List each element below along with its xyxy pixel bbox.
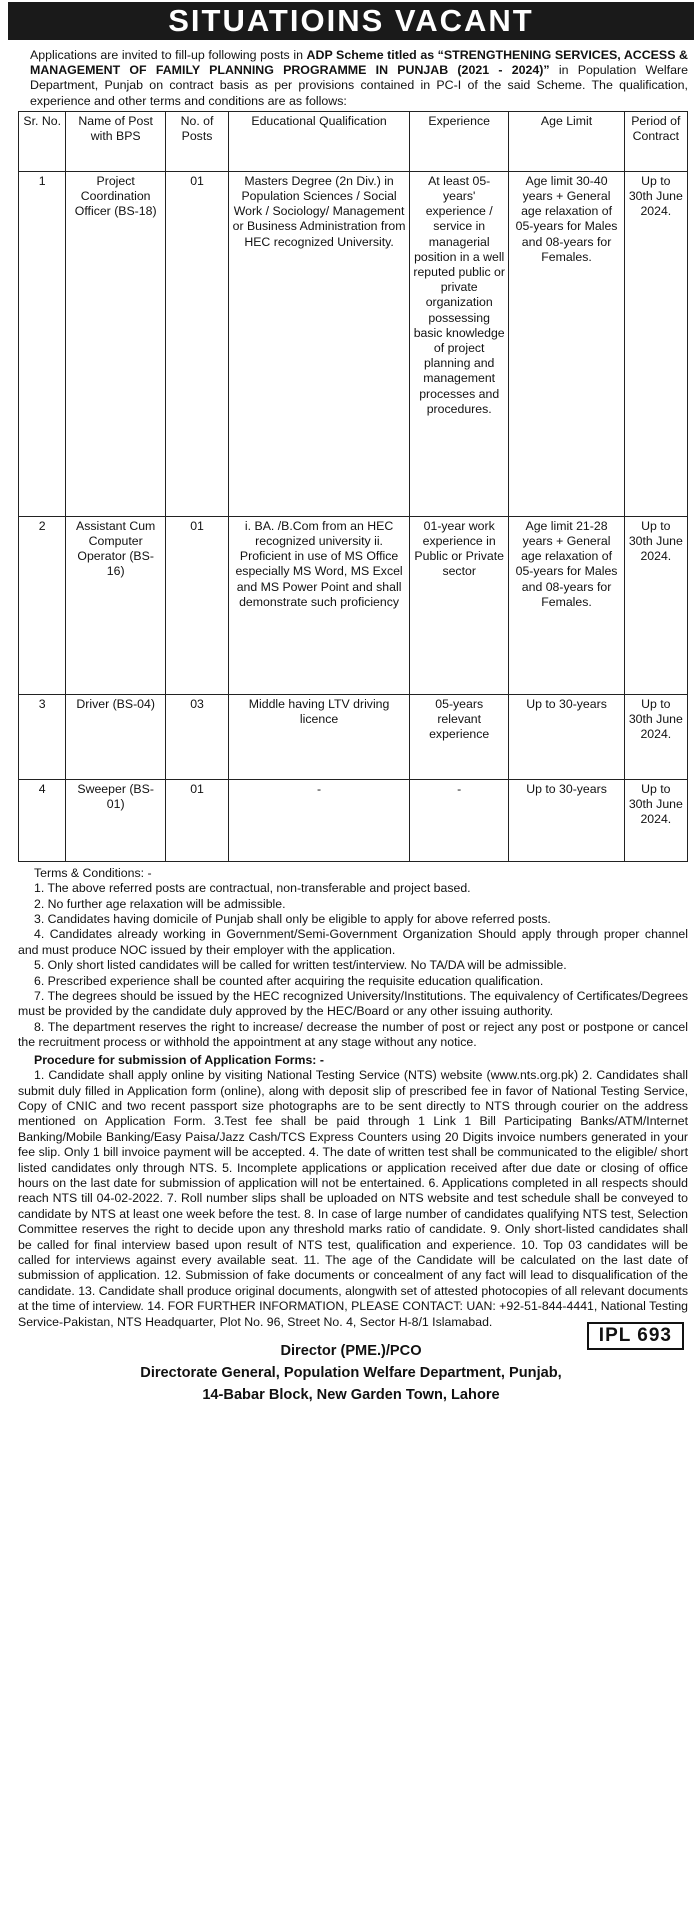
- cell-sr: 1: [19, 171, 66, 516]
- signature-block: [8, 1325, 694, 1406]
- terms-item: 2. No further age relaxation will be admissible.: [34, 896, 286, 911]
- cell-post: Assistant Cum Computer Operator (BS-16): [66, 516, 165, 694]
- cell-sr: 2: [19, 516, 66, 694]
- cell-period: Up to 30th June 2024.: [624, 171, 687, 516]
- advertisement: [8, 2, 694, 1406]
- header-age: Age Limit: [509, 111, 624, 171]
- procedure-heading: Procedure for submission of Application Forms: -: [34, 1052, 324, 1067]
- header-posts: No. of Posts: [165, 111, 228, 171]
- ipl-badge: IPL 693: [587, 1322, 684, 1350]
- cell-qualification: -: [229, 779, 410, 861]
- intro-paragraph: [8, 40, 694, 111]
- intro-lead: Applications are invited to fill-up following posts in: [30, 48, 303, 62]
- cell-posts: 01: [165, 171, 228, 516]
- procedure-text: 1. Candidate shall apply online by visiting National Testing Service (NTS) website (www.nts.org.pk) 2. Candidates shall submit duly filled in Application form (online), along with deposit slip of prescribed fee in favor of National Testing Service, Copy of CNIC and two recent passport size photographs are to be sent directly to NTS through courier on the address mentioned on Application Form. 3.Test fee shall be paid through 1 Link 1 Bill Participating Banks/ATM/Internet Banking/Mobile Banking/Easy Paisa/Jazz Cash/TCS Express Counters using 20 Digits invoice numbers generated in your fee slip. Only 1 bill invoice payment will be accepted. 4. The date of written test shall be communicated to the eligible/ short listed candidates only through NTS. 5. Incomplete applications or application received after due date or closing of office hours on the last date for submission of application will not be entertained. 6. Applications completed in all respects should reach NTS till 04-02-2022. 7. Roll number slips shall be uploaded on NTS website and test schedule shall be conveyed to candidate by NTS at least one week before the test. 8. In case of large number of candidates qualifying NTS test, Selection Committee reserves the right to decide upon any threshold marks ratio of candidate. 9. Only short-listed candidates shall be called for final interview based upon result of NTS test, qualification and experience. 10. Top 03 candidates will be called for interviews against every available seat. 11. The age of the Candidate will be calculated on the last date of submission of application. 12. Submission of fake documents or concealment of any fact will lead to disqualification of the candidate. 13. Candidate shall produce original documents, alongwith set of attested photocopies of all relevant documents at the time of interview. 14. FOR FURTHER INFORMATION, PLEASE CONTACT: UAN: +92-51-844-4441, National Testing Service-Pakistan, NTS Headquarter, Plot No. 96, Street No. 4, Sector H-8/1 Islamabad.: [18, 1068, 688, 1329]
- cell-qualification: i. BA. /B.Com from an HEC recognized university ii. Proficient in use of MS Office especially MS Word, MS Excel and MS Power Point and shall demonstrate such proficiency: [229, 516, 410, 694]
- signatory-title: Director (PME.)/PCO: [280, 1343, 422, 1359]
- cell-posts: 01: [165, 779, 228, 861]
- intro-tail: in Population Welfare Department, Punjab on contract basis as per provisions contained in PC-I of the said Scheme. The qualification, experience and other terms and conditions are as follows:: [30, 63, 688, 108]
- intro-scheme: ADP Scheme titled as “STRENGTHENING SERVICES, ACCESS & MANAGEMENT OF FAMILY PLANNING PROGRAMME IN PUNJAB (2021 - 2024)”: [30, 48, 688, 78]
- cell-experience: At least 05-years' experience / service in managerial position in a well reputed public or private organization possessing basic knowledge of project planning and management processes and procedures.: [409, 171, 508, 516]
- cell-experience: -: [409, 779, 508, 861]
- terms-item: 6. Prescribed experience shall be counted after acquiring the requisite education qualification.: [34, 973, 544, 988]
- terms-item: 1. The above referred posts are contractual, non-transferable and project based.: [34, 881, 471, 896]
- cell-qualification: Middle having LTV driving licence: [229, 694, 410, 779]
- posts-table: [18, 111, 688, 862]
- cell-post: Driver (BS-04): [66, 694, 165, 779]
- cell-age: Up to 30-years: [509, 694, 624, 779]
- terms-item: 8. The department reserves the right to increase/ decrease the number of post or reject any post or postpone or cancel the recruitment process or withhold the appointment at any stage without any notice.: [18, 1019, 688, 1050]
- cell-age: Age limit 21-28 years + General age relaxation of 05-years for Males and 08-years for Females.: [509, 516, 624, 694]
- cell-sr: 4: [19, 779, 66, 861]
- cell-sr: 3: [19, 694, 66, 779]
- header-post: Name of Post with BPS: [66, 111, 165, 171]
- cell-qualification: Masters Degree (2n Div.) in Population Sciences / Social Work / Sociology/ Management or Business Administration from HEC recognized University.: [229, 171, 410, 516]
- cell-age: Up to 30-years: [509, 779, 624, 861]
- header-experience: Experience: [409, 111, 508, 171]
- header-sr: Sr. No.: [19, 111, 66, 171]
- cell-experience: 01-year work experience in Public or Private sector: [409, 516, 508, 694]
- cell-post: Sweeper (BS-01): [66, 779, 165, 861]
- department-address: 14-Babar Block, New Garden Town, Lahore: [202, 1387, 500, 1403]
- table-row: [19, 694, 688, 779]
- table-row: [19, 516, 688, 694]
- terms-section: [8, 862, 694, 1330]
- page-title: SITUATIOINS VACANT: [8, 2, 694, 40]
- cell-posts: 01: [165, 516, 228, 694]
- terms-item: 5. Only short listed candidates will be called for written test/interview. No TA/DA will be admissible.: [34, 958, 567, 973]
- cell-posts: 03: [165, 694, 228, 779]
- cell-period: Up to 30th June 2024.: [624, 516, 687, 694]
- cell-age: Age limit 30-40 years + General age relaxation of 05-years for Males and 08-years for Females.: [509, 171, 624, 516]
- terms-item: 4. Candidates already working in Government/Semi-Government Organization Should apply through proper channel and must produce NOC issued by their employer with the application.: [18, 927, 688, 957]
- table-header-row: [19, 111, 688, 171]
- terms-item: 7. The degrees should be issued by the HEC recognized University/Institutions. The equivalency of Certificates/Degrees must be provided by the candidate duly approved by the HEC/Board or any other issuing authority.: [18, 989, 688, 1019]
- header-period: Period of Contract: [624, 111, 687, 171]
- terms-item: 3. Candidates having domicile of Punjab shall only be eligible to apply for above referred posts.: [34, 912, 551, 927]
- table-row: [19, 171, 688, 516]
- cell-period: Up to 30th June 2024.: [624, 694, 687, 779]
- cell-post: Project Coordination Officer (BS-18): [66, 171, 165, 516]
- header-qualification: Educational Qualification: [229, 111, 410, 171]
- terms-heading: Terms & Conditions: -: [34, 865, 152, 880]
- table-row: [19, 779, 688, 861]
- cell-period: Up to 30th June 2024.: [624, 779, 687, 861]
- cell-experience: 05-years relevant experience: [409, 694, 508, 779]
- department-name: Directorate General, Population Welfare Department, Punjab,: [140, 1365, 562, 1381]
